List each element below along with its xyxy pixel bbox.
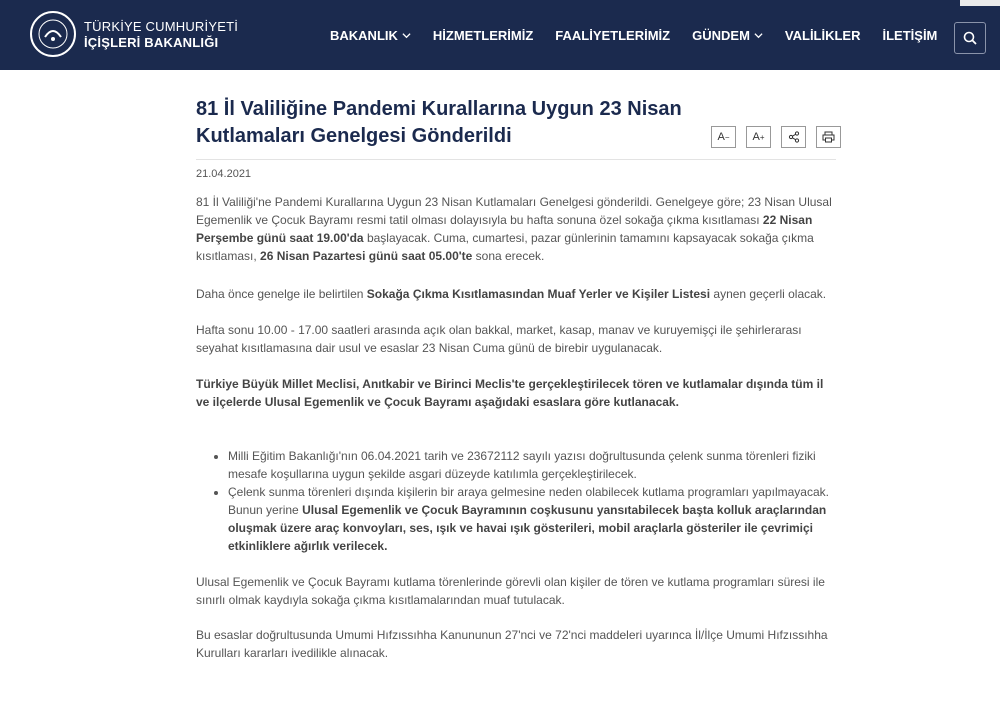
paragraph-5: Ulusal Egemenlik ve Çocuk Bayramı kutlama törenlerinde görevli olan kişiler de tören ve kutlama programları süresi ile sınırlı olmak kaydıyla sokağa çıkma kısıtlamalarından muaf tutulacak. — [196, 575, 825, 607]
nav-item-gundem[interactable] — [692, 28, 763, 43]
window-corner — [960, 0, 1000, 6]
main-nav — [330, 0, 959, 70]
paragraph-1 — [196, 193, 836, 265]
title-divider — [196, 159, 836, 160]
plus-sign: + — [759, 132, 765, 142]
nav-item-bakanlik[interactable] — [330, 28, 411, 43]
text-run: 81 İl Valiliği'ne Pandemi Kurallarına Uygun 23 Nisan Kutlamaları Genelgesi gönderildi. Genelgeye göre; 23 Nisan Ulusal Egemenlik ve Çocuk Bayramı resmi tatil olması dolayısıyla bu hafta sonuna özel sokağa çıkma kısıtlaması — [196, 195, 832, 227]
share-icon — [788, 131, 800, 143]
nav-item-valilikler[interactable] — [785, 28, 861, 43]
list-item — [228, 483, 836, 555]
ministry-emblem-icon — [30, 11, 76, 57]
bold-text: Ulusal Egemenlik ve Çocuk Bayramının coşkusunu yansıtabilecek başta kolluk araçlarından oluşmak üzere araç konvoyları, ses, ışık ve havai ışık gösterileri, mobil araçlarla gösteriler ile çevrimiçi etkinliklere ağırlık verilecek. — [228, 503, 827, 553]
nav-item-hizmetlerimiz[interactable] — [433, 28, 533, 43]
nav-item-label: GÜNDEM — [692, 27, 750, 43]
paragraph-2 — [196, 285, 836, 303]
chevron-down-icon — [754, 31, 763, 40]
chevron-down-icon — [402, 31, 411, 40]
paragraph-6: Bu esaslar doğrultusunda Umumi Hıfzıssıhha Kanununun 27'nci ve 72'nci maddeleri uyarınca İl/İlçe Umumi Hıfzıssıhha Kurulları kararları ivedilikle alınacak. — [196, 628, 828, 660]
bold-text: Sokağa Çıkma Kısıtlamasından Muaf Yerler ve Kişiler Listesi — [366, 287, 711, 301]
text-run: aynen geçerli olacak. — [710, 287, 827, 301]
nav-item-iletisim[interactable] — [883, 28, 938, 43]
bold-text: Türkiye Büyük Millet Meclisi, Anıtkabir ve Birinci Meclis'te gerçekleştirilecek tören ve kutlamalar dışında tüm il ve ilçelerde Ulusal Egemenlik ve Çocuk Bayramı aşağıdaki esaslara göre kutlanacak. — [196, 377, 824, 409]
bold-text: 26 Nisan Pazartesi günü saat 05.00'te — [260, 249, 473, 263]
top-navigation-bar — [0, 0, 1000, 70]
nav-item-label: BAKANLIK — [330, 27, 398, 43]
list-item: • Milli Eğitim Bakanlığı'nın 06.04.2021 tarih ve 23672112 sayılı yazısı doğrultusunda çelenk sunma törenleri fiziki mesafe koşullarına uygun şekilde asgari düzeyde katılımla gerçekleştirilecek. — [228, 447, 836, 483]
search-button[interactable] — [954, 22, 986, 54]
logo-line-1: TÜRKİYE CUMHURİYETİ — [84, 19, 239, 34]
nav-item-label: HİZMETLERİMİZ — [432, 27, 534, 43]
text-run: Daha önce genelge ile belirtilen — [196, 287, 367, 301]
nav-item-label: İLETİŞİM — [882, 27, 938, 43]
nav-item-label: VALİLİKLER — [784, 27, 861, 43]
text-run: sona erecek. — [472, 249, 545, 263]
print-icon — [822, 131, 835, 143]
article-tools — [711, 126, 841, 148]
ministry-logo[interactable] — [30, 8, 239, 62]
logo-line-2: İÇİŞLERİ BAKANLIĞI — [84, 35, 219, 50]
nav-item-faaliyetlerimiz[interactable] — [555, 28, 670, 43]
bold-text: 22 Nisan Perşembe günü saat 19.00'da — [196, 213, 813, 245]
minus-sign: − — [724, 132, 730, 142]
font-larger-label: A — [752, 131, 760, 143]
publish-date: 21.04.2021 — [196, 168, 252, 180]
decrease-font-button[interactable] — [711, 126, 736, 148]
text-run: Çelenk sunma törenleri dışında kişilerin bir araya gelmesine neden olabilecek kutlama programları yapılmayacak. Bunun yerine — [228, 485, 829, 517]
paragraph-3: Hafta sonu 10.00 - 17.00 saatleri arasında açık olan bakkal, market, kasap, manav ve kuruyemişçi ile şehirlerarası seyahat kısıtlamasına dair usul ve esaslar 23 Nisan Cuma günü de birebir uygulanacak. — [196, 323, 802, 355]
text-run: başlayacak. Cuma, cumartesi, pazar günlerinin tamamını kapsayacak sokağa çıkma kısıtlaması, — [196, 231, 814, 263]
search-icon — [963, 31, 977, 45]
nav-item-label: FAALİYETLERİMİZ — [555, 27, 671, 43]
article-title: 81 İl Valiliğine Pandemi Kurallarına Uygun 23 Nisan Kutlamaları Genelgesi Gönderildi — [196, 98, 682, 147]
font-smaller-label: A — [717, 131, 725, 143]
increase-font-button[interactable] — [746, 126, 771, 148]
paragraph-4 — [196, 375, 836, 411]
print-button[interactable] — [816, 126, 841, 148]
rules-list — [196, 447, 836, 555]
share-button[interactable] — [781, 126, 806, 148]
